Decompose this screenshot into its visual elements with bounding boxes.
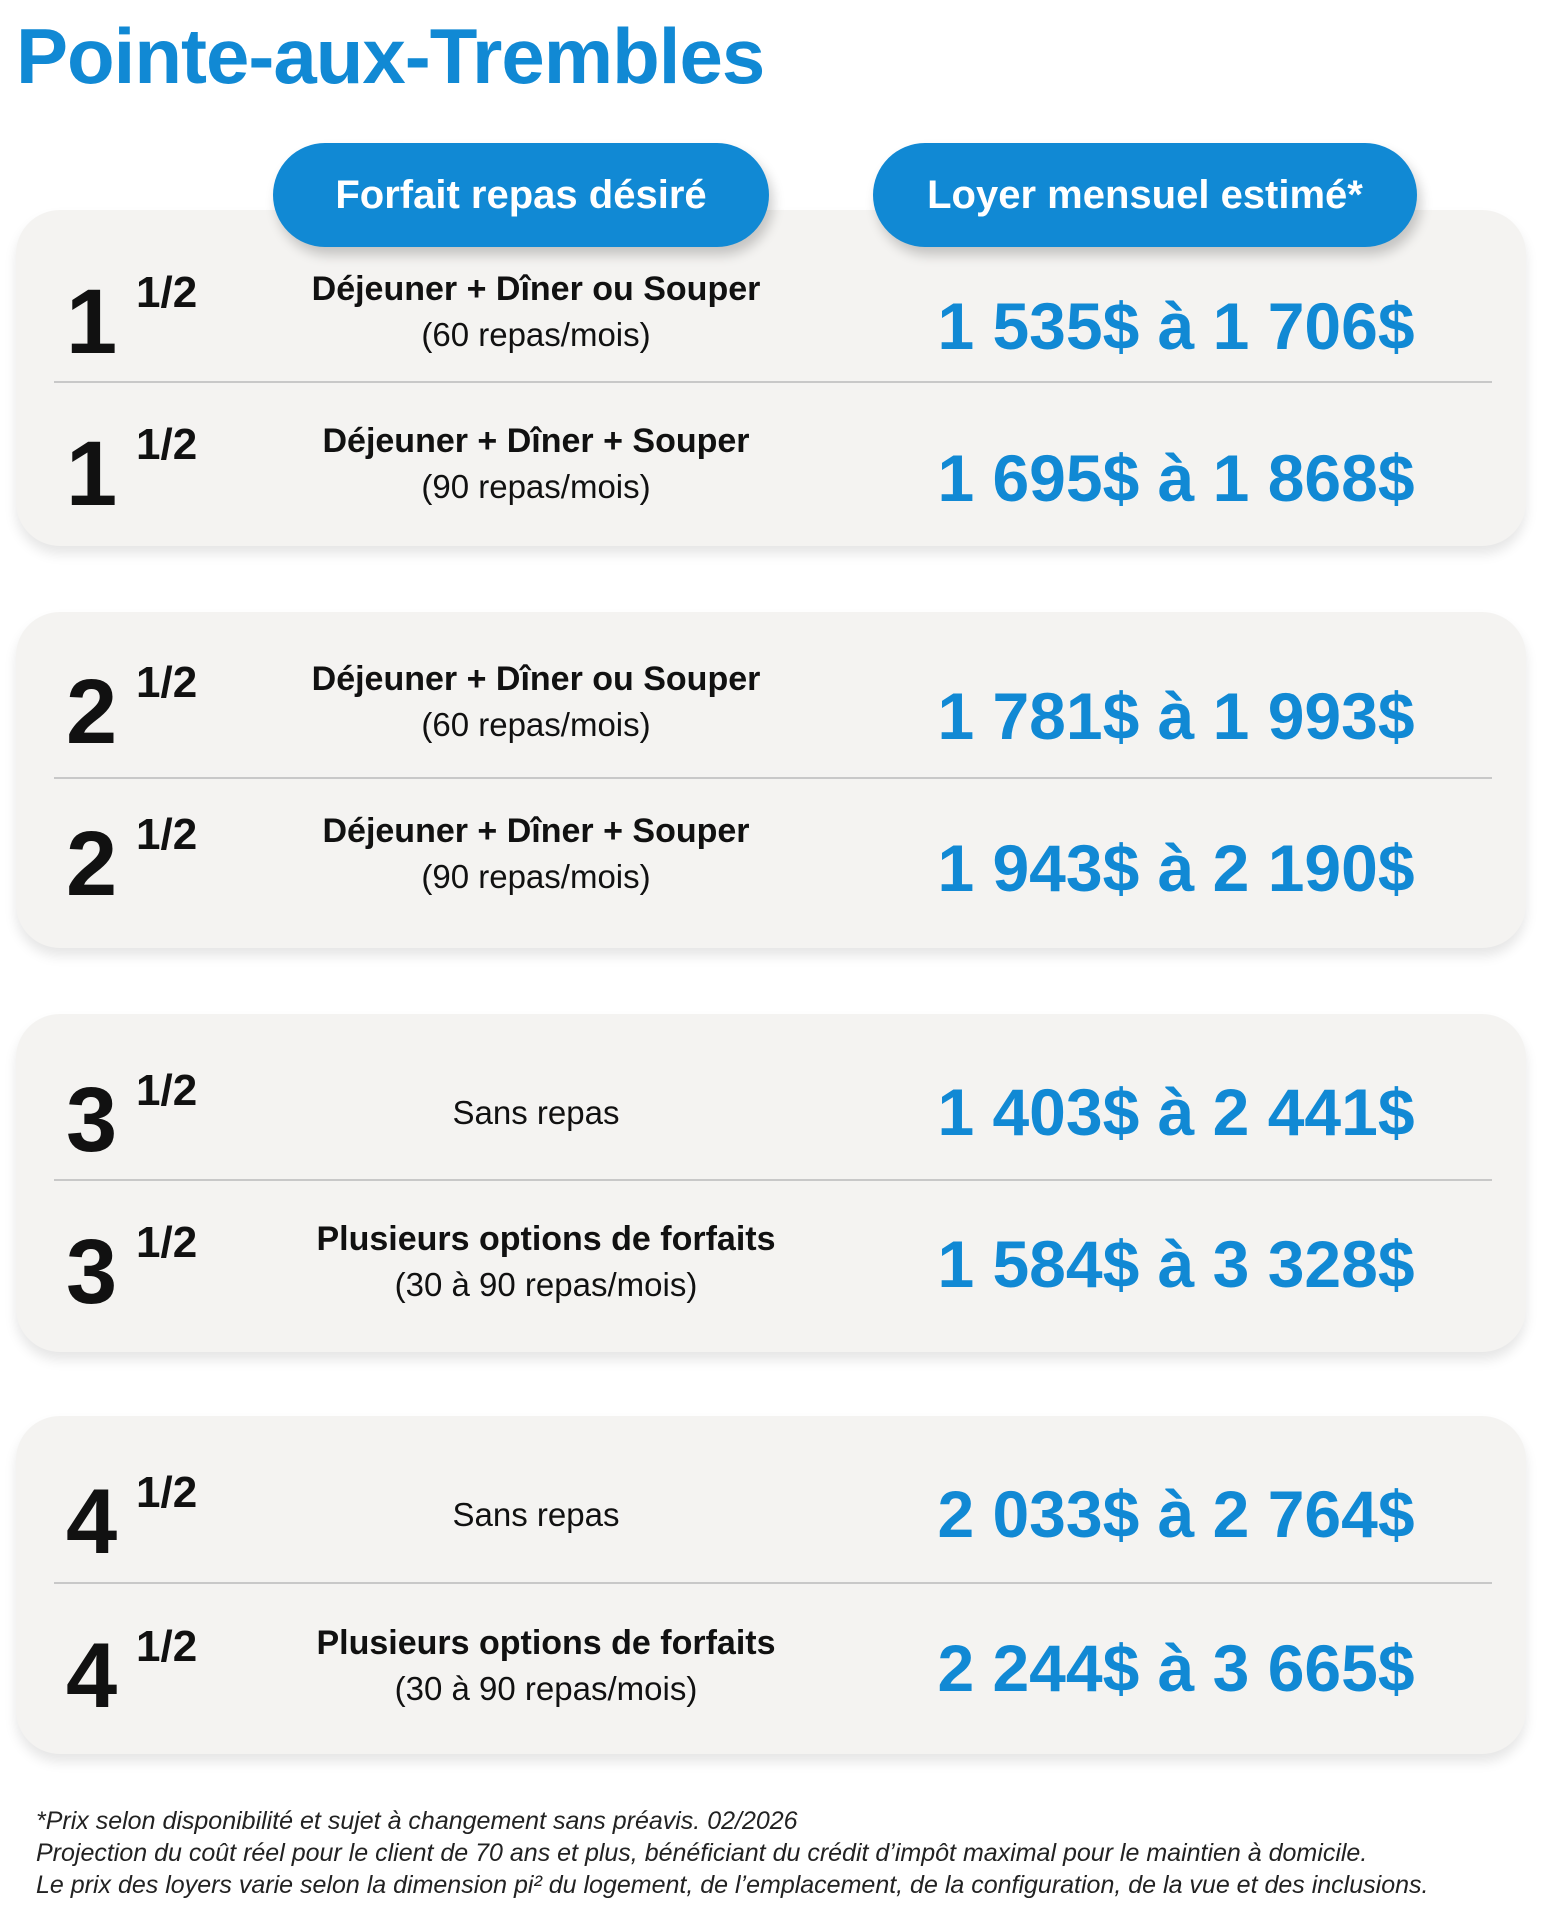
meal-plan-name: Déjeuner + Dîner ou Souper [311, 270, 761, 308]
unit-number: 2 [66, 813, 118, 915]
meal-plan [276, 1620, 816, 1712]
meal-plan-header: Forfait repas désiré [273, 143, 769, 247]
unit-group-2-1-2 [16, 612, 1526, 948]
price-row [16, 1180, 1526, 1332]
unit-group-1-1-2 [16, 210, 1526, 546]
meal-plan [266, 266, 806, 358]
unit-number: 3 [66, 1069, 118, 1171]
unit-number: 3 [66, 1221, 118, 1323]
meal-plan [266, 1492, 806, 1538]
footnote-line: Projection du coût réel pour le client de 70 ans et plus, bénéficiant du crédit d’impôt maximal pour le maintien à domicile. [36, 1839, 1368, 1867]
monthly-rent: 1 535$ à 1 706$ [937, 289, 1415, 363]
meal-plan [266, 656, 806, 748]
meal-plan-detail: (60 repas/mois) [421, 706, 651, 743]
price-row [16, 1028, 1526, 1180]
unit-number: 1 [66, 271, 118, 373]
meal-plan-name: Plusieurs options de forfaits [316, 1220, 776, 1258]
monthly-rent: 2 033$ à 2 764$ [937, 1477, 1415, 1551]
price-row [16, 620, 1526, 772]
unit-number: 2 [66, 661, 118, 763]
monthly-rent: 1 695$ à 1 868$ [937, 441, 1415, 515]
meal-plan [266, 1090, 806, 1136]
unit-number: 4 [66, 1471, 118, 1573]
price-row [16, 772, 1526, 924]
meal-plan [276, 1216, 816, 1308]
monthly-rent: 2 244$ à 3 665$ [937, 1631, 1415, 1705]
unit-fraction: 1/2 [136, 658, 198, 707]
meal-plan [266, 808, 806, 900]
meal-plan-detail: Sans repas [452, 1496, 620, 1533]
meal-plan-detail: Sans repas [452, 1094, 620, 1131]
unit-group-4-1-2 [16, 1416, 1526, 1754]
meal-plan-detail: (90 repas/mois) [421, 468, 651, 505]
footnote [36, 1805, 1516, 1901]
monthly-rent: 1 584$ à 3 328$ [937, 1227, 1415, 1301]
unit-fraction: 1/2 [136, 1622, 198, 1671]
unit-fraction: 1/2 [136, 1468, 198, 1517]
monthly-rent: 1 781$ à 1 993$ [937, 679, 1415, 753]
monthly-rent: 1 403$ à 2 441$ [937, 1075, 1415, 1149]
meal-plan-name: Déjeuner + Dîner + Souper [322, 812, 750, 850]
footnote-line: Le prix des loyers varie selon la dimension pi² du logement, de l’emplacement, de la configuration, de la vue et des inclusions. [36, 1871, 1429, 1899]
price-row [16, 230, 1526, 382]
meal-plan-name: Déjeuner + Dîner ou Souper [311, 660, 761, 698]
meal-plan-detail: (60 repas/mois) [421, 316, 651, 353]
price-row [16, 1584, 1526, 1736]
price-row [16, 1430, 1526, 1582]
meal-plan-detail: (30 à 90 repas/mois) [394, 1670, 698, 1707]
meal-plan-detail: (30 à 90 repas/mois) [394, 1266, 698, 1303]
meal-plan-detail: (90 repas/mois) [421, 858, 651, 895]
rent-header: Loyer mensuel estimé* [873, 143, 1417, 247]
price-row [16, 382, 1526, 534]
unit-fraction: 1/2 [136, 810, 198, 859]
unit-number: 4 [66, 1625, 118, 1727]
unit-number: 1 [66, 423, 118, 525]
monthly-rent: 1 943$ à 2 190$ [937, 831, 1415, 905]
meal-plan-name: Déjeuner + Dîner + Souper [322, 422, 750, 460]
unit-fraction: 1/2 [136, 1066, 198, 1115]
meal-plan [266, 418, 806, 510]
footnote-line: *Prix selon disponibilité et sujet à changement sans préavis. 02/2026 [36, 1807, 798, 1835]
unit-fraction: 1/2 [136, 268, 198, 317]
meal-plan-name: Plusieurs options de forfaits [316, 1624, 776, 1662]
unit-fraction: 1/2 [136, 1218, 198, 1267]
page-title: Pointe-aux-Trembles [16, 12, 765, 100]
unit-group-3-1-2 [16, 1014, 1526, 1352]
unit-fraction: 1/2 [136, 420, 198, 469]
